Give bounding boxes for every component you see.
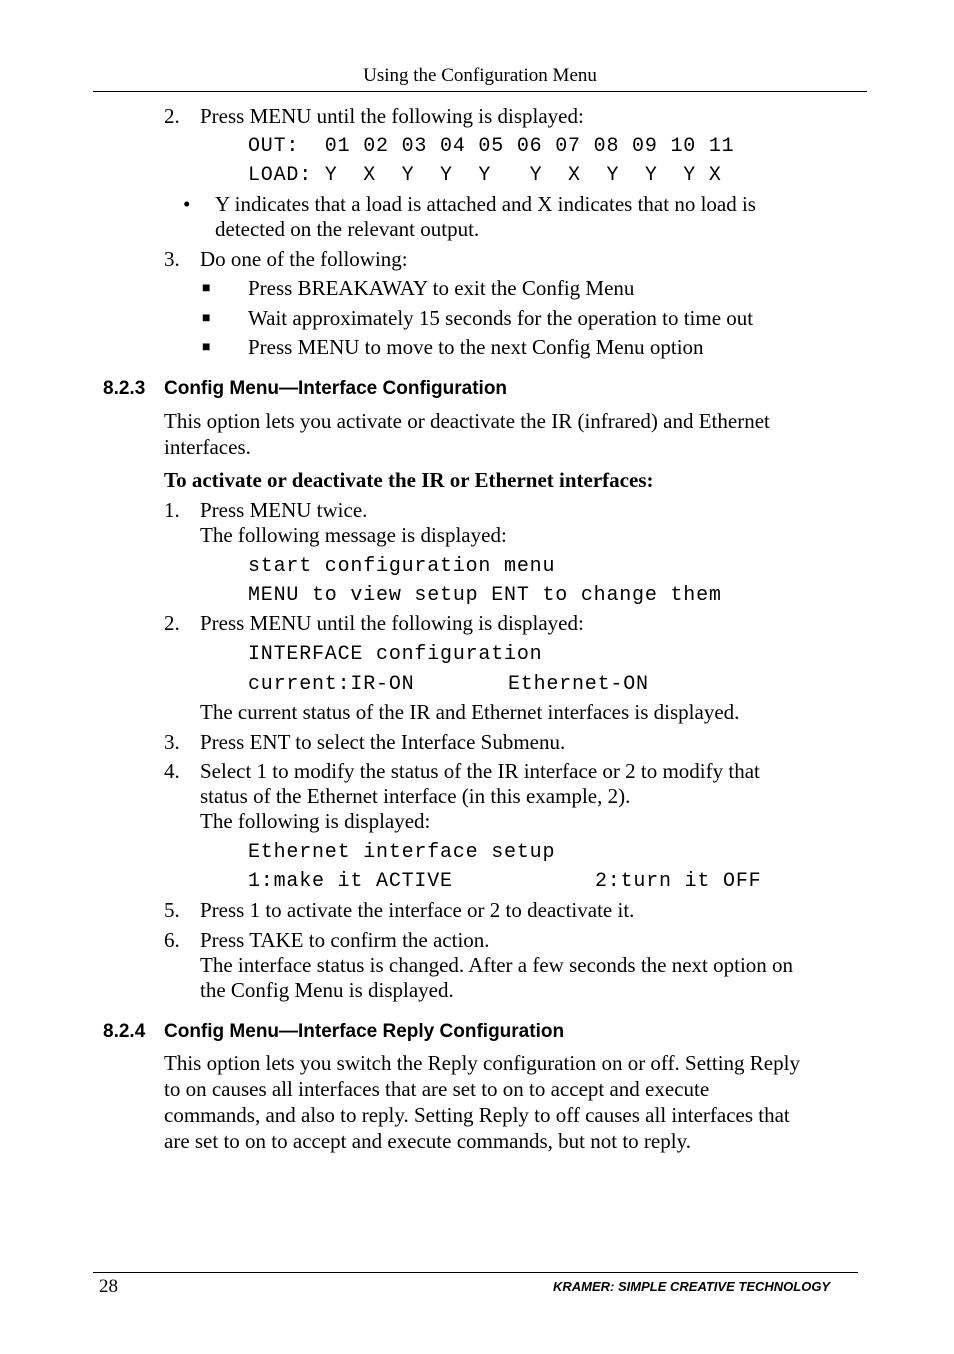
step-text: Do one of the following: [200,247,408,271]
paragraph-text: This option lets you switch the Reply configuration on or off. Setting Reply [164,1051,800,1075]
list-item: Wait approximately 15 seconds for the operation to time out [248,306,754,330]
step-number: 2. [164,611,180,635]
list-item: Press BREAKAWAY to exit the Config Menu [248,276,635,300]
procedure-title: To activate or deactivate the IR or Ethernet interfaces: [164,468,654,492]
code-line: current:IR-ON [248,673,415,696]
code-line: LOAD: Y X Y Y Y Y X Y Y Y X [248,164,722,187]
code-line: 2:turn it OFF [595,870,762,893]
list-item: Press MENU to move to the next Config Menu option [248,335,704,359]
step-text: status of the Ethernet interface (in this example, 2). [200,784,631,808]
square-bullet-icon: ■ [202,340,211,355]
section-number: 8.2.4 [103,1021,146,1042]
step-subtext: The interface status is changed. After a few seconds the next option on [200,953,794,977]
paragraph-text: This option lets you activate or deactivate the IR (infrared) and Ethernet [164,409,770,433]
step-number: 5. [164,898,180,922]
step-text: Press MENU until the following is displayed: [200,104,584,128]
code-line: Ethernet-ON [508,673,649,696]
paragraph-text: are set to on to accept and execute commands, but not to reply. [164,1129,691,1153]
header-rule [93,91,867,92]
step-number: 6. [164,928,180,952]
bullet-text: Y indicates that a load is attached and X indicates that no load is [215,192,756,216]
paragraph-text: commands, and also to reply. Setting Reply to off causes all interfaces that [164,1103,790,1127]
code-line: MENU to view setup ENT to change them [248,584,722,607]
step-subtext: the Config Menu is displayed. [200,978,454,1002]
footer-brand: KRAMER: SIMPLE CREATIVE TECHNOLOGY [553,1279,831,1294]
section-title: Config Menu—Interface Configuration [164,378,508,399]
section-number: 8.2.3 [103,378,146,399]
paragraph-text: to on causes all interfaces that are set to on to accept and execute [164,1077,710,1101]
step-number: 2. [164,104,180,128]
step-text: Press MENU until the following is displayed: [200,611,584,635]
step-text: Select 1 to modify the status of the IR interface or 2 to modify that [200,759,760,783]
square-bullet-icon: ■ [202,281,211,296]
bullet-text: detected on the relevant output. [215,217,480,241]
section-title: Config Menu—Interface Reply Configuration [164,1021,565,1042]
code-line: 1:make it ACTIVE [248,870,453,893]
bullet-icon: • [183,192,191,216]
step-text: Press TAKE to confirm the action. [200,928,490,952]
footer-rule [93,1272,858,1273]
step-subtext: The following message is displayed: [200,523,507,547]
step-subtext: The current status of the IR and Ethernet interfaces is displayed. [200,700,740,724]
page-header-title: Using the Configuration Menu [363,65,597,86]
page-number: 28 [99,1276,118,1297]
step-number: 3. [164,247,180,271]
step-subtext: The following is displayed: [200,809,431,833]
code-line: start configuration menu [248,555,556,578]
code-line: Ethernet interface setup [248,841,556,864]
step-number: 4. [164,759,180,783]
step-text: Press MENU twice. [200,498,368,522]
step-number: 1. [164,498,180,522]
step-text: Press 1 to activate the interface or 2 to deactivate it. [200,898,635,922]
step-number: 3. [164,730,180,754]
step-text: Press ENT to select the Interface Submenu. [200,730,566,754]
code-line: INTERFACE configuration [248,643,543,666]
code-line: OUT: 01 02 03 04 05 06 07 08 09 10 11 [248,135,735,158]
paragraph-text: interfaces. [164,435,251,459]
square-bullet-icon: ■ [202,311,211,326]
